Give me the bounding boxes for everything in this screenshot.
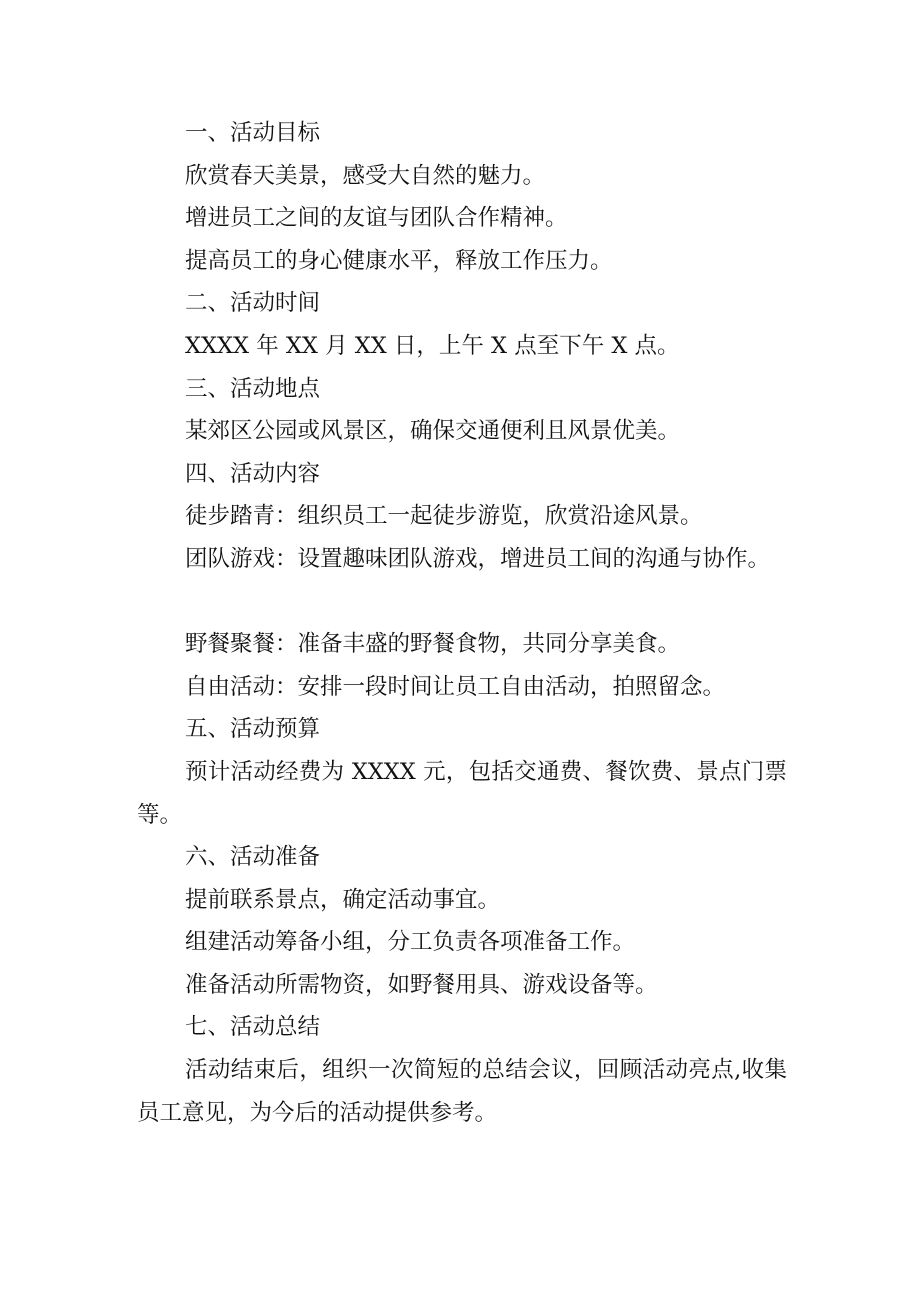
document-body (137, 112, 787, 1134)
section-heading-preparation: 六、活动准备 (185, 844, 321, 871)
paragraph: 预计活动经费为 XXXX 元，包括交通费、餐饮费、景点门票等。 (137, 758, 787, 828)
paragraph: 提高员工的身心健康水平，释放工作压力。 (185, 247, 613, 274)
section-heading-budget: 五、活动预算 (185, 716, 321, 743)
section-heading-summary: 七、活动总结 (185, 1014, 321, 1041)
paragraph: 欣赏春天美景，感受大自然的魅力。 (185, 162, 546, 189)
paragraph: 提前联系景点，确定活动事宜。 (185, 886, 501, 913)
paragraph: 某郊区公园或风景区，确保交通便利且风景优美。 (185, 418, 681, 445)
section-heading-time: 二、活动时间 (185, 290, 321, 317)
paragraph: 团队游戏：设置趣味团队游戏，增进员工间的沟通与协作。 (185, 545, 771, 572)
section-heading-location: 三、活动地点 (185, 375, 321, 402)
section-heading-content: 四、活动内容 (185, 460, 321, 487)
paragraph: 徒步踏青：组织员工一起徒步游览，欣赏沿途风景。 (185, 503, 703, 530)
paragraph: 增进员工之间的友谊与团队合作精神。 (185, 205, 568, 232)
paragraph: 组建活动筹备小组，分工负责各项准备工作。 (185, 929, 636, 956)
paragraph: 准备活动所需物资，如野餐用具、游戏设备等。 (185, 971, 658, 998)
section-heading-goals: 一、活动目标 (185, 120, 321, 146)
paragraph: 自由活动：安排一段时间让员工自由活动，拍照留念。 (185, 673, 726, 700)
paragraph: XXXX 年 XX 月 XX 日，上午 X 点至下午 X 点。 (185, 332, 680, 359)
paragraph: 野餐聚餐：准备丰盛的野餐食物，共同分享美食。 (185, 631, 681, 658)
paragraph: 活动结束后，组织一次简短的总结会议，回顾活动亮点,收集员工意见，为今后的活动提供参考。 (137, 1057, 787, 1126)
